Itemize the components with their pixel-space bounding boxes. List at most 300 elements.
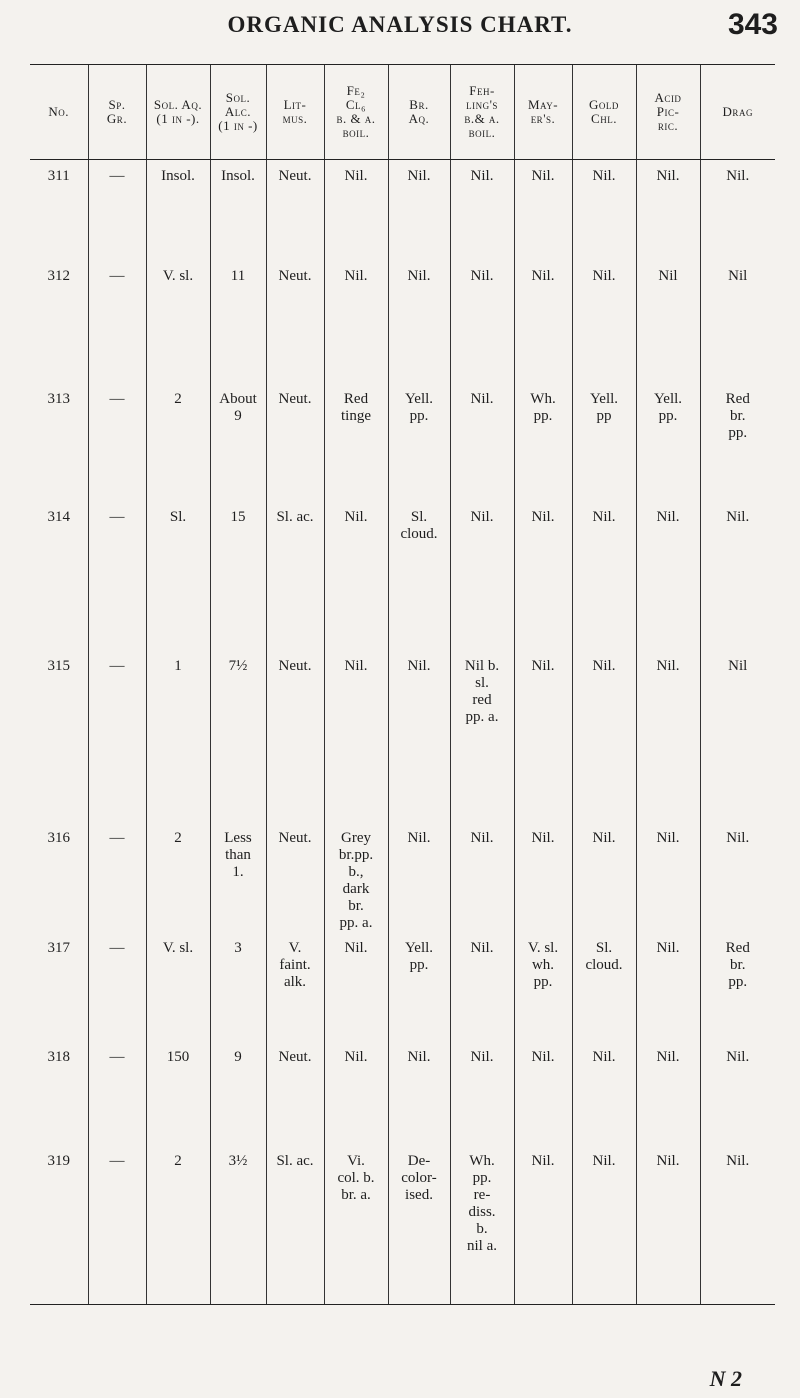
table-cell — [700, 260, 775, 383]
table-cell — [324, 260, 388, 383]
table-cell — [266, 501, 324, 650]
table-cell — [30, 260, 88, 383]
table-cell — [572, 1145, 636, 1305]
cell-line: Nil — [728, 267, 748, 284]
column-header — [636, 65, 700, 160]
table-cell — [210, 383, 266, 501]
cell-line: 2 — [174, 1152, 182, 1169]
table-cell — [146, 160, 210, 260]
table-cell — [572, 383, 636, 501]
cell-line: Nil b. — [464, 657, 500, 674]
table-cell — [450, 160, 514, 260]
column-header-line: Acid — [654, 90, 682, 105]
cell-line: Red — [343, 390, 369, 407]
cell-line: Nil. — [531, 829, 555, 846]
table-cell — [700, 1041, 775, 1145]
table-cell — [450, 650, 514, 822]
table-cell — [388, 1145, 450, 1305]
cell-line: 316 — [47, 829, 70, 846]
cell-line: Nil. — [531, 168, 555, 184]
cell-line: Yell. — [404, 390, 434, 407]
column-header-line: Sol. — [225, 90, 251, 105]
cell-line: pp. — [409, 407, 429, 424]
table-row — [30, 822, 775, 932]
cell-line: Nil. — [656, 1152, 680, 1169]
cell-line: wh. — [531, 956, 555, 973]
cell-line: Neut. — [278, 390, 312, 407]
cell-line: 9 — [234, 407, 242, 424]
cell-line: 313 — [47, 390, 70, 407]
cell-line: Nil. — [726, 829, 750, 846]
cell-line: Neut. — [278, 267, 312, 284]
table-cell — [88, 822, 146, 932]
table-cell — [324, 1041, 388, 1145]
cell-line: Yell. — [589, 390, 619, 407]
cell-line: Nil. — [592, 829, 616, 846]
table-cell — [388, 160, 450, 260]
column-header-line: boil. — [342, 125, 370, 140]
cell-line: Nil. — [344, 168, 368, 184]
cell-line: Nil. — [407, 1048, 431, 1065]
cell-line: — — [109, 829, 125, 846]
cell-line: nil a. — [467, 1237, 497, 1254]
table-cell — [572, 260, 636, 383]
table-cell — [88, 160, 146, 260]
cell-line: faint. — [279, 956, 311, 973]
table-cell — [514, 1145, 572, 1305]
table-cell — [30, 1145, 88, 1305]
table-cell — [146, 260, 210, 383]
table-cell — [146, 501, 210, 650]
table-cell — [450, 501, 514, 650]
cell-line: cloud. — [400, 525, 438, 542]
table-cell — [210, 822, 266, 932]
cell-line: 2 — [174, 829, 182, 846]
table-cell — [514, 501, 572, 650]
table-cell — [514, 1041, 572, 1145]
table-cell — [146, 822, 210, 932]
table-cell — [636, 822, 700, 932]
cell-line: Yell. — [404, 939, 434, 956]
table-cell — [514, 260, 572, 383]
column-header-line: No. — [48, 104, 70, 119]
column-header-line: er's. — [530, 111, 556, 126]
table-cell — [450, 1145, 514, 1305]
cell-line: 9 — [234, 1048, 242, 1065]
table-row — [30, 501, 775, 650]
table-cell — [324, 383, 388, 501]
cell-line: Nil. — [344, 508, 368, 525]
table-row — [30, 383, 775, 501]
cell-line: 318 — [47, 1048, 70, 1065]
column-header-line: b. & a. — [336, 111, 376, 126]
cell-line: 312 — [47, 267, 70, 284]
table-cell — [324, 932, 388, 1041]
table-cell — [636, 260, 700, 383]
table-cell — [266, 1145, 324, 1305]
column-header-line: Feh- — [469, 83, 495, 98]
cell-line: pp. — [409, 956, 429, 973]
table-cell — [210, 932, 266, 1041]
table-cell — [324, 160, 388, 260]
cell-line: pp. a. — [339, 914, 373, 931]
cell-line: Nil. — [344, 939, 368, 956]
table-row — [30, 1145, 775, 1305]
table-cell — [636, 650, 700, 822]
table-cell — [572, 501, 636, 650]
table-cell — [636, 501, 700, 650]
table-cell — [450, 1041, 514, 1145]
column-header-line: boil. — [468, 125, 496, 140]
table-row — [30, 160, 775, 260]
table-cell — [30, 650, 88, 822]
table-body — [30, 160, 775, 1305]
cell-line: 3½ — [228, 1152, 248, 1169]
cell-line: Wh. — [530, 390, 556, 407]
table-cell — [388, 822, 450, 932]
table-cell — [88, 650, 146, 822]
cell-line: b., — [348, 863, 364, 880]
cell-line: V. sl. — [162, 267, 194, 284]
cell-line: 1 — [174, 657, 182, 674]
cell-line: Nil. — [656, 829, 680, 846]
running-title: ORGANIC ANALYSIS CHART. — [227, 12, 573, 37]
cell-line: Insol. — [221, 168, 255, 184]
cell-line: Neut. — [278, 168, 312, 184]
cell-line: cloud. — [585, 956, 623, 973]
cell-line: — — [109, 168, 125, 184]
table-cell — [388, 501, 450, 650]
column-header-line: Lit- — [283, 97, 307, 112]
cell-line: tinge — [341, 407, 371, 424]
table-cell — [450, 260, 514, 383]
cell-line: 7½ — [228, 657, 248, 674]
table-cell — [30, 383, 88, 501]
cell-line: Nil. — [531, 657, 555, 674]
cell-line: Neut. — [278, 829, 312, 846]
cell-line: pp. — [728, 424, 748, 441]
cell-line: De- — [407, 1152, 431, 1169]
table-cell — [700, 932, 775, 1041]
cell-line: color- — [401, 1169, 437, 1186]
cell-line: V. sl. — [162, 939, 194, 956]
cell-line: br. a. — [341, 1186, 371, 1203]
cell-line: Nil. — [592, 508, 616, 525]
table-cell — [146, 650, 210, 822]
table-cell — [266, 932, 324, 1041]
cell-line: Nil. — [656, 168, 680, 184]
table-row — [30, 260, 775, 383]
cell-line: 319 — [47, 1152, 70, 1169]
column-header-line: Chl. — [591, 111, 617, 126]
table-cell — [30, 932, 88, 1041]
cell-line: br.pp. — [338, 846, 374, 863]
cell-line: Nil. — [656, 939, 680, 956]
table-cell — [450, 383, 514, 501]
table-cell — [210, 501, 266, 650]
column-header-line: Fe₂ — [346, 83, 366, 98]
cell-line: pp. — [533, 407, 553, 424]
cell-line: br. — [730, 956, 746, 973]
cell-line: Nil. — [344, 1048, 368, 1065]
cell-line: Vi. — [347, 1152, 365, 1169]
table-cell — [324, 1145, 388, 1305]
cell-line: br. — [348, 897, 364, 914]
table-cell — [700, 160, 775, 260]
cell-line: Nil. — [592, 1048, 616, 1065]
cell-line: — — [109, 390, 125, 407]
table-cell — [210, 160, 266, 260]
column-header-line: Sp. — [108, 97, 126, 112]
table-cell — [210, 260, 266, 383]
column-header-line: mus. — [282, 111, 308, 126]
column-header — [514, 65, 572, 160]
column-header — [388, 65, 450, 160]
cell-line: Nil. — [592, 267, 616, 284]
cell-line: pp. a. — [465, 708, 499, 725]
column-header-line: b.& a. — [464, 111, 500, 126]
cell-line: Nil. — [470, 508, 494, 525]
cell-line: Nil. — [726, 1152, 750, 1169]
cell-line: Neut. — [278, 1048, 312, 1065]
cell-line: ised. — [405, 1186, 433, 1203]
cell-line: Nil. — [470, 939, 494, 956]
table-cell — [636, 932, 700, 1041]
column-header — [210, 65, 266, 160]
table-cell — [266, 383, 324, 501]
table-cell — [324, 501, 388, 650]
cell-line: Yell. — [653, 390, 683, 407]
table-cell — [324, 822, 388, 932]
cell-line: — — [109, 657, 125, 674]
cell-line: b. — [476, 1220, 488, 1237]
cell-line: Nil. — [531, 267, 555, 284]
cell-line: Nil. — [470, 390, 494, 407]
table-cell — [30, 501, 88, 650]
table-cell — [88, 383, 146, 501]
cell-line: Sl. ac. — [276, 508, 314, 525]
table-cell — [700, 383, 775, 501]
column-header-line: Alc. — [224, 104, 252, 119]
table-cell — [572, 160, 636, 260]
table-row — [30, 932, 775, 1041]
column-header-line: (1 in -) — [218, 118, 258, 133]
table-cell — [266, 1041, 324, 1145]
cell-line: Nil — [658, 267, 678, 284]
column-header-line: Drag — [722, 104, 753, 119]
cell-line: 315 — [47, 657, 70, 674]
table-cell — [700, 650, 775, 822]
cell-line: About — [219, 390, 257, 407]
table-cell — [146, 1145, 210, 1305]
table-cell — [210, 1145, 266, 1305]
column-header — [146, 65, 210, 160]
cell-line: Red — [725, 939, 750, 956]
cell-line: br. — [730, 407, 746, 424]
table-cell — [388, 1041, 450, 1145]
cell-line: Less — [224, 829, 252, 846]
cell-line: pp. — [658, 407, 678, 424]
column-header-line: Sol. Aq. — [153, 97, 203, 112]
cell-line: Sl. ac. — [276, 1152, 314, 1169]
page-header — [0, 0, 800, 62]
cell-line: — — [109, 1048, 125, 1065]
cell-line: Nil. — [407, 657, 431, 674]
table-row — [30, 650, 775, 822]
table-cell — [636, 383, 700, 501]
cell-line: Nil — [728, 657, 748, 674]
cell-line: — — [109, 267, 125, 284]
cell-line: red — [472, 691, 492, 708]
table-row — [30, 1041, 775, 1145]
cell-line: Nil. — [407, 168, 431, 184]
cell-line: V. — [288, 939, 302, 956]
table-header-row — [30, 65, 775, 160]
table-cell — [88, 260, 146, 383]
cell-line: 3 — [234, 939, 242, 956]
table-cell — [266, 160, 324, 260]
cell-line: 15 — [230, 508, 246, 525]
column-header — [572, 65, 636, 160]
cell-line: Nil. — [656, 508, 680, 525]
cell-line: Nil. — [531, 508, 555, 525]
cell-line: 1. — [232, 863, 244, 880]
table-cell — [30, 822, 88, 932]
cell-line: alk. — [283, 973, 307, 990]
table-cell — [636, 160, 700, 260]
cell-line: — — [109, 939, 125, 956]
cell-line: Grey — [341, 829, 371, 846]
table-cell — [572, 1041, 636, 1145]
column-header-line: Br. — [409, 97, 429, 112]
cell-line: V. sl. — [527, 939, 559, 956]
cell-line: pp. — [472, 1169, 492, 1186]
analysis-table — [30, 64, 775, 1305]
column-header-line: May- — [527, 97, 559, 112]
table-cell — [266, 822, 324, 932]
cell-line: 314 — [47, 508, 70, 525]
column-header — [324, 65, 388, 160]
table-cell — [146, 383, 210, 501]
column-header-line: Gr. — [106, 111, 128, 126]
table-cell — [30, 160, 88, 260]
cell-line: Nil. — [726, 168, 750, 184]
cell-line: pp. — [533, 973, 553, 990]
cell-line: Nil. — [470, 1048, 494, 1065]
cell-line: col. b. — [337, 1169, 375, 1186]
cell-line: Neut. — [278, 657, 312, 674]
cell-line: — — [109, 508, 125, 525]
cell-line: pp — [596, 407, 612, 424]
column-header-line: Gold — [589, 97, 619, 112]
table-cell — [514, 932, 572, 1041]
cell-line: 317 — [47, 939, 70, 956]
table-cell — [700, 501, 775, 650]
cell-line: than — [225, 846, 251, 863]
cell-line: Wh. — [469, 1152, 495, 1169]
cell-line: Red — [725, 390, 750, 407]
column-header-line: Cl₆ — [345, 97, 367, 112]
column-header-line: Aq. — [408, 111, 430, 126]
cell-line: sl. — [475, 674, 489, 691]
cell-line: Nil. — [470, 829, 494, 846]
column-header-line: Pic- — [656, 104, 680, 119]
table-cell — [514, 383, 572, 501]
table-cell — [700, 1145, 775, 1305]
table-cell — [572, 822, 636, 932]
cell-line: Nil. — [470, 267, 494, 284]
cell-line: Nil. — [407, 829, 431, 846]
cell-line: Nil. — [531, 1048, 555, 1065]
cell-line: Nil. — [592, 657, 616, 674]
table-cell — [388, 383, 450, 501]
table-cell — [514, 822, 572, 932]
cell-line: dark — [342, 880, 370, 897]
table-cell — [572, 650, 636, 822]
cell-line: Nil. — [592, 1152, 616, 1169]
cell-line: Nil. — [592, 168, 616, 184]
cell-line: — — [109, 1152, 125, 1169]
table-cell — [88, 932, 146, 1041]
table-cell — [210, 1041, 266, 1145]
table-cell — [324, 650, 388, 822]
table-cell — [146, 1041, 210, 1145]
column-header — [30, 65, 88, 160]
cell-line: 11 — [230, 267, 246, 284]
table-cell — [266, 650, 324, 822]
cell-line: Sl. — [410, 508, 428, 525]
table-cell — [210, 650, 266, 822]
cell-line: pp. — [728, 973, 748, 990]
table-cell — [514, 650, 572, 822]
column-header — [266, 65, 324, 160]
table-cell — [514, 160, 572, 260]
cell-line: Nil. — [407, 267, 431, 284]
column-header — [450, 65, 514, 160]
table-cell — [572, 932, 636, 1041]
signature-mark: N 2 — [709, 1366, 742, 1391]
page-number: 343 — [727, 8, 778, 41]
cell-line: Nil. — [470, 168, 494, 184]
cell-line: Nil. — [344, 657, 368, 674]
cell-line: Nil. — [726, 1048, 750, 1065]
table-cell — [88, 1041, 146, 1145]
cell-line: Nil. — [531, 1152, 555, 1169]
table-cell — [388, 260, 450, 383]
table-cell — [388, 650, 450, 822]
table-cell — [700, 822, 775, 932]
cell-line: Sl. — [595, 939, 613, 956]
cell-line: 311 — [47, 168, 70, 184]
table-cell — [266, 260, 324, 383]
table-cell — [30, 1041, 88, 1145]
table-cell — [88, 1145, 146, 1305]
table-cell — [388, 932, 450, 1041]
table-cell — [450, 822, 514, 932]
column-header — [700, 65, 775, 160]
table-cell — [450, 932, 514, 1041]
cell-line: Nil. — [656, 657, 680, 674]
cell-line: re- — [473, 1186, 491, 1203]
column-header-line: (1 in -). — [156, 111, 200, 126]
column-header-line: ric. — [657, 118, 679, 133]
cell-line: Nil. — [344, 267, 368, 284]
table-cell — [636, 1041, 700, 1145]
cell-line: Nil. — [726, 508, 750, 525]
table-cell — [88, 501, 146, 650]
cell-line: Sl. — [169, 508, 187, 525]
table-cell — [146, 932, 210, 1041]
